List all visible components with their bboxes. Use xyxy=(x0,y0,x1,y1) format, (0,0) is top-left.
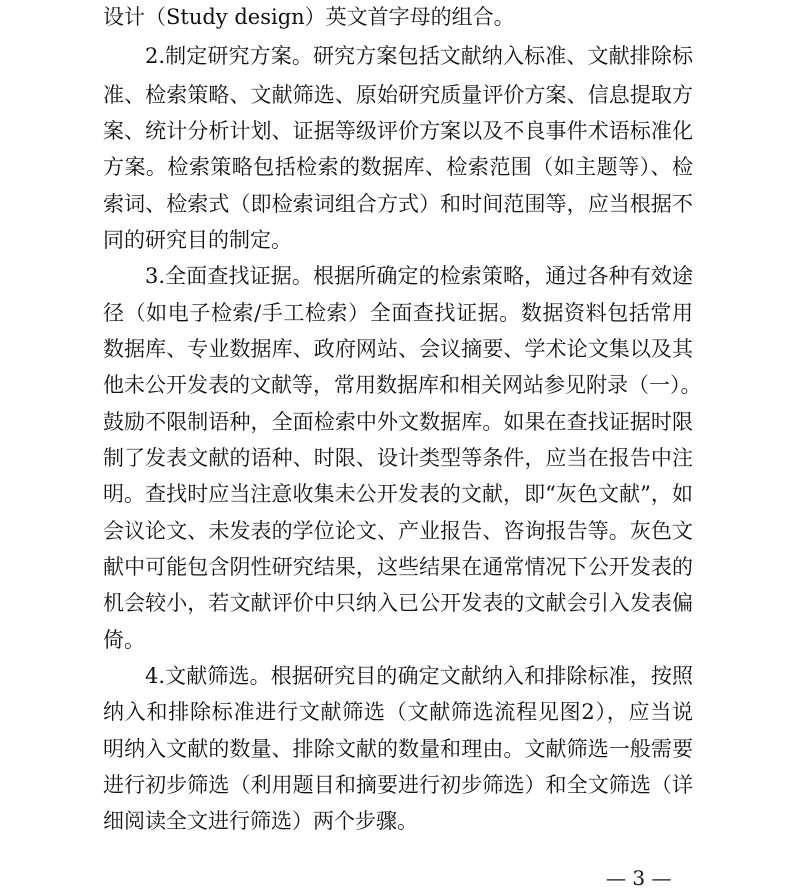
page-number: — 3 — xyxy=(606,866,672,890)
text-line: 制了发表文献的语种、时限、设计类型等条件，应当在报告中注 xyxy=(103,446,693,470)
text-line: 3.全面查找证据。根据所确定的检索策略，通过各种有效途 xyxy=(145,264,693,288)
text-line: 同的研究目的制定。 xyxy=(103,228,292,252)
text-line: 纳入和排除标准进行文献筛选（文献筛选流程见图2），应当说 xyxy=(103,700,693,724)
text-line: 倚。 xyxy=(103,628,145,652)
text-line: 设计（Study design）英文首字母的组合。 xyxy=(103,5,515,29)
text-line: 索词、检索式（即检索词组合方式）和时间范围等，应当根据不 xyxy=(103,192,693,216)
text-line: 细阅读全文进行筛选）两个步骤。 xyxy=(103,809,418,833)
text-line: 献中可能包含阴性研究结果，这些结果在通常情况下公开发表的 xyxy=(103,555,693,579)
text-line: 进行初步筛选（利用题目和摘要进行初步筛选）和全文筛选（详 xyxy=(103,773,693,797)
text-line: 明纳入文献的数量、排除文献的数量和理由。文献筛选一般需要 xyxy=(103,737,693,761)
text-line: 数据库、专业数据库、政府网站、会议摘要、学术论文集以及其 xyxy=(103,337,693,361)
text-line: 机会较小，若文献评价中只纳入已公开发表的文献会引入发表偏 xyxy=(103,591,693,615)
text-line: 径（如电子检索/手工检索）全面查找证据。数据资料包括常用 xyxy=(103,301,693,325)
text-line: 方案。检索策略包括检索的数据库、检索范围（如主题等）、检 xyxy=(103,155,693,179)
text-line: 2.制定研究方案。研究方案包括文献纳入标准、文献排除标 xyxy=(145,44,693,68)
text-line: 明。查找时应当注意收集未公开发表的文献，即“灰色文献”，如 xyxy=(103,482,693,506)
text-line: 鼓励不限制语种，全面检索中外文数据库。如果在查找证据时限 xyxy=(103,410,693,434)
text-line: 4.文献筛选。根据研究目的确定文献纳入和排除标准，按照 xyxy=(145,664,693,688)
text-line: 会议论文、未发表的学位论文、产业报告、咨询报告等。灰色文 xyxy=(103,519,693,543)
text-line: 他未公开发表的文献等，常用数据库和相关网站参见附录（一）。 xyxy=(103,373,702,397)
text-line: 准、检索策略、文献筛选、原始研究质量评价方案、信息提取方 xyxy=(103,83,693,107)
text-line: 案、统计分析计划、证据等级评价方案以及不良事件术语标准化 xyxy=(103,119,693,143)
